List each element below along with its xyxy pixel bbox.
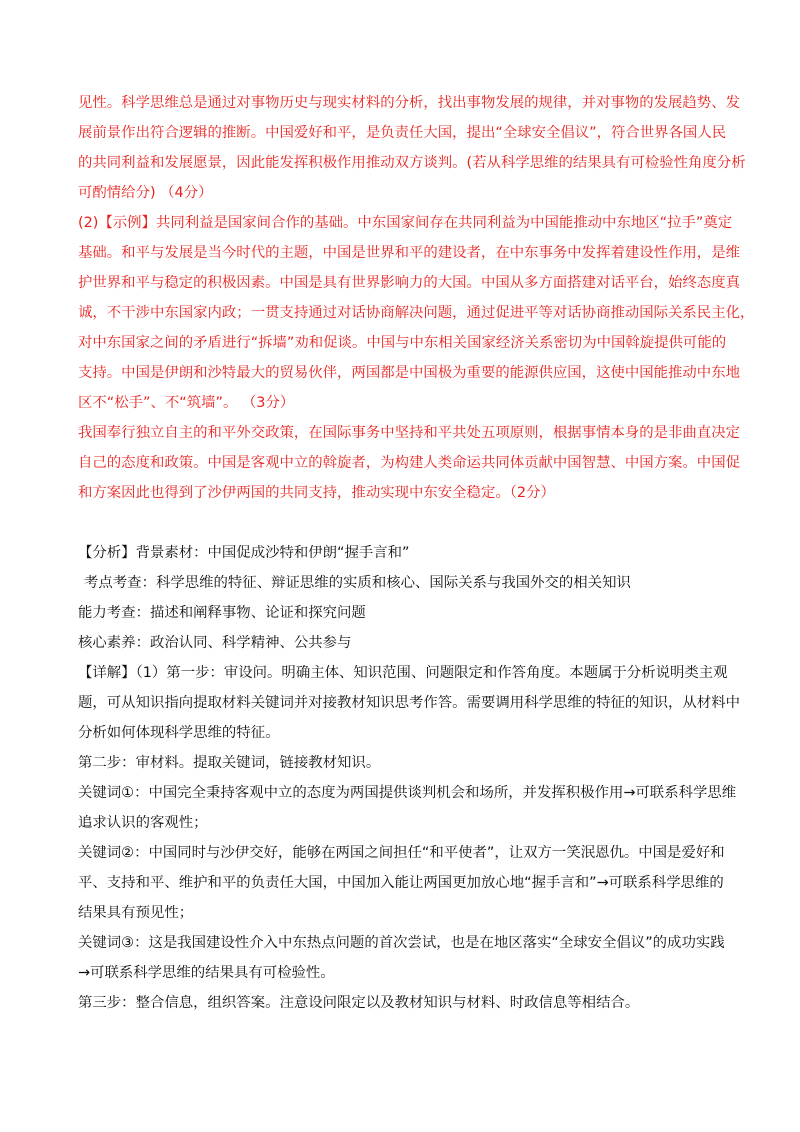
answer-line: (2)【示例】共同利益是国家间合作的基础。中东国家间存在共同利益为中国能推动中东地区“拉手”奠定 (78, 215, 733, 231)
analysis-points: 考点考查：科学思维的特征、辩证思维的实质和核心、国际关系与我国外交的相关知识 (84, 575, 631, 591)
section-spacer (78, 508, 730, 538)
detail-line: 题，可从知识指向提取材料关键词并对接教材知识思考作答。需要调用科学思维的特征的知识，从材料中 (78, 695, 740, 711)
answer-line: 和方案因此也得到了沙伊两国的共同支持，推动实现中东安全稳定。（2分） (78, 485, 555, 501)
analysis-literacy: 核心素养：政治认同、科学精神、公共参与 (78, 635, 352, 651)
step-three: 第三步：整合信息，组织答案。注意设问限定以及教材知识与材料、时政信息等相结合。 (78, 995, 640, 1011)
keyword-two-line: 平、支持和平、维护和平的负责任大国，中国加入能让两国更加放心地“握手言和”→可联系科学思维的 (78, 875, 724, 891)
keyword-three-line: 关键词③：这是我国建设性介入中东热点问题的首次尝试，也是在地区落实“全球安全倡议”的成功实践 (78, 935, 725, 951)
keyword-three-line: →可联系科学思维的结果具有可检验性。 (78, 965, 335, 981)
answer-line: 我国奉行独立自主的和平外交政策，在国际事务中坚持和平共处五项原则，根据事情本身的是非曲直决定 (78, 425, 740, 441)
answer-line: 见性。科学思维总是通过对事物历史与现实材料的分析，找出事物发展的规律，并对事物的发展趋势、发 (78, 95, 740, 111)
answer-line: 护世界和平与稳定的积极因素。中国是具有世界影响力的大国。中国从多方面搭建对话平台，始终态度真 (78, 275, 740, 291)
analysis-background: 【分析】背景素材：中国促成沙特和伊朗“握手言和” (78, 545, 410, 561)
keyword-two-line: 结果具有预见性； (78, 905, 194, 921)
detail-line: 【详解】（1）第一步：审设问。明确主体、知识范围、问题限定和作答角度。本题属于分析说明类主观 (78, 665, 728, 681)
keyword-one-line: 追求认识的客观性； (78, 815, 208, 831)
answer-line: 展前景作出符合逻辑的推断。中国爱好和平，是负责任大国，提出“全球安全倡议”，符合世界各国人民 (78, 125, 727, 141)
answer-line: 诚，不干涉中东国家内政；一贯支持通过对话协商解决问题，通过促进平等对话协商推动国际关系民主化， (78, 305, 755, 321)
keyword-one-line: 关键词①：中国完全秉持客观中立的态度为两国提供谈判机会和场所，并发挥积极作用→可联系科学思维 (78, 785, 737, 801)
answer-block (78, 88, 755, 508)
step-two: 第二步：审材料。提取关键词，链接教材知识。 (78, 755, 381, 771)
analysis-ability: 能力考查：描述和阐释事物、论证和探究问题 (78, 605, 366, 621)
document-page (78, 88, 755, 1018)
answer-line: 自己的态度和政策。中国是客观中立的斡旋者，为构建人类命运共同体贡献中国智慧、中国方案。中国促 (78, 455, 740, 471)
keyword-two-line: 关键词②：中国同时与沙伊交好，能够在两国之间担任“和平使者”，让双方一笑泯恩仇。中国是爱好和 (78, 845, 725, 861)
answer-line: 的共同利益和发展愿景，因此能发挥积极作用推动双方谈判。(若从科学思维的结果具有可检验性角度分析 (78, 155, 746, 171)
answer-line: 可酌情给分) （4分） (78, 185, 213, 201)
answer-line: 基础。和平与发展是当今时代的主题，中国是世界和平的建设者，在中东事务中发挥着建设性作用，是维 (78, 245, 740, 261)
answer-line: 支持。中国是伊朗和沙特最大的贸易伙伴，两国都是中国极为重要的能源供应国，这使中国能推动中东地 (78, 365, 740, 381)
answer-line: 对中东国家之间的矛盾进行“拆墙”劝和促谈。中国与中东相关国家经济关系密切为中国斡旋提供可能的 (78, 335, 727, 351)
detail-line: 分析如何体现科学思维的特征。 (78, 725, 280, 741)
answer-line: 区不“松手”、不“筑墙”。 （3分） (78, 395, 295, 411)
analysis-block (78, 538, 740, 1018)
